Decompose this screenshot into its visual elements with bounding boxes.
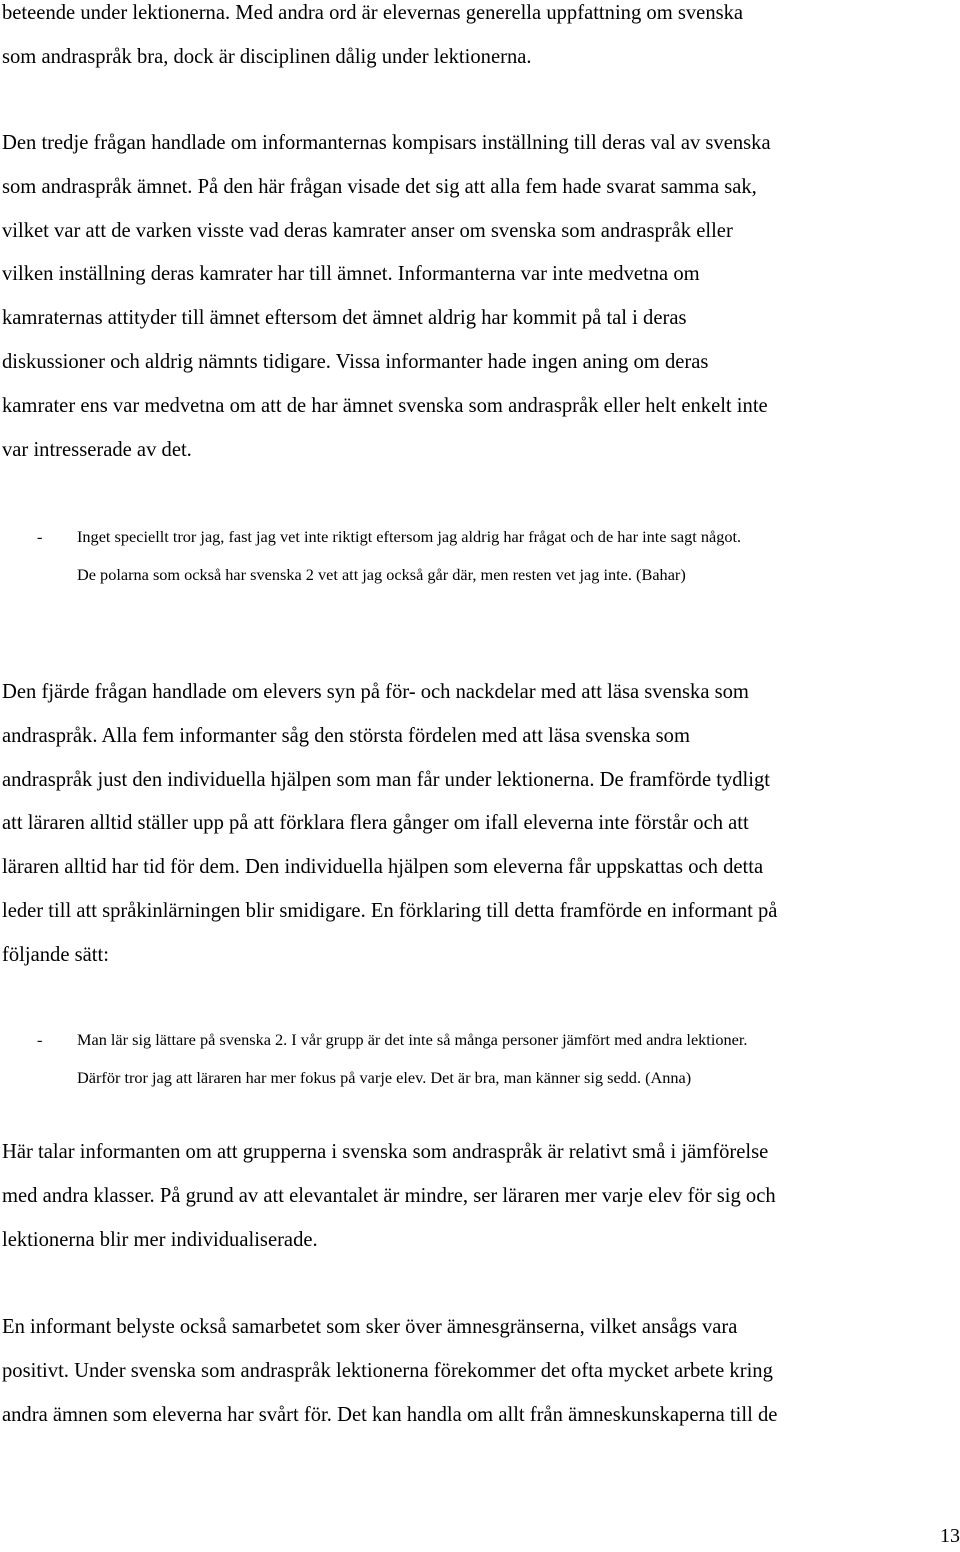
paragraph-line: andra ämnen som eleverna har svårt för. Det kan handla om allt från ämneskunskaperna till de bbox=[2, 1403, 778, 1426]
paragraph-line: med andra klasser. På grund av att elevantalet är mindre, ser läraren mer varje elev för sig och bbox=[2, 1184, 776, 1207]
paragraph-line: följande sätt: bbox=[2, 943, 109, 966]
paragraph-line: vilket var att de varken visste vad deras kamrater anser om svenska som andraspråk eller bbox=[2, 219, 733, 242]
paragraph-2 bbox=[2, 122, 958, 472]
paragraph-5 bbox=[2, 1306, 958, 1437]
paragraph-line: läraren alltid har tid för dem. Den individuella hjälpen som eleverna får uppskattas och detta bbox=[2, 856, 764, 879]
page-number: 13 bbox=[940, 1525, 960, 1547]
paragraph-line: som andraspråk bra, dock är disciplinen dålig under lektionerna. bbox=[2, 45, 532, 68]
paragraph-line: andraspråk just den individuella hjälpen som man får under lektionerna. De framförde tydligt bbox=[2, 768, 771, 791]
quote-line: Därför tror jag att läraren har mer fokus på varje elev. Det är bra, man känner sig sedd. (Anna) bbox=[77, 1067, 692, 1087]
paragraph-line: lektionerna blir mer individualiserade. bbox=[2, 1228, 318, 1251]
paragraph-line: beteende under lektionerna. Med andra ord är elevernas generella uppfattning om svenska bbox=[2, 2, 744, 24]
paragraph-line: En informant belyste också samarbetet som sker över ämnesgränserna, vilket ansågs vara bbox=[2, 1316, 738, 1338]
paragraph-4 bbox=[2, 1131, 958, 1262]
paragraph-line: kamrater ens var medvetna om att de har ämnet svenska som andraspråk eller helt enkelt inte bbox=[2, 394, 768, 417]
paragraph-3 bbox=[2, 671, 958, 978]
paragraph-line: att läraren alltid ställer upp på att förklara flera gånger om ifall eleverna inte förstår och att bbox=[2, 812, 749, 835]
paragraph-line: Den tredje frågan handlade om informanternas kompisars inställning till deras val av svenska bbox=[2, 132, 771, 154]
quote-bahar bbox=[37, 518, 741, 593]
paragraph-line: andraspråk. Alla fem informanter såg den största fördelen med att läsa svenska som bbox=[2, 724, 690, 747]
paragraph-line: som andraspråk ämnet. På den här frågan visade det sig att alla fem hade svarat samma sak, bbox=[2, 175, 757, 198]
quote-anna bbox=[37, 1021, 747, 1096]
paragraph-line: Här talar informanten om att grupperna i svenska som andraspråk är relativt små i jämförelse bbox=[2, 1141, 769, 1163]
paragraph-line: diskussioner och aldrig nämnts tidigare. Vissa informanter hade ingen aning om deras bbox=[2, 350, 709, 373]
quote-line: Man lär sig lättare på svenska 2. I vår grupp är det inte så många personer jämfört med andra lektioner. bbox=[77, 1030, 748, 1049]
paragraph-line: kamraternas attityder till ämnet eftersom det ämnet aldrig har kommit på tal i deras bbox=[2, 307, 687, 330]
paragraph-line: leder till att språkinlärningen blir smidigare. En förklaring till detta framförde en informant på bbox=[2, 899, 778, 922]
quote-line: De polarna som också har svenska 2 vet att jag också går där, men resten vet jag inte. (Bahar) bbox=[77, 564, 686, 584]
paragraph-line: positivt. Under svenska som andraspråk lektionerna förekommer det ofta mycket arbete kring bbox=[2, 1359, 773, 1382]
paragraph-line: var intresserade av det. bbox=[2, 438, 192, 461]
quote-line: Inget speciellt tror jag, fast jag vet inte riktigt eftersom jag aldrig har frågat och de har inte sagt något. bbox=[77, 527, 742, 546]
paragraph-line: Den fjärde frågan handlade om elevers syn på för- och nackdelar med att läsa svenska som bbox=[2, 681, 749, 703]
paragraph-1 bbox=[2, 0, 958, 80]
quote-dash: - bbox=[37, 1030, 43, 1049]
quote-dash: - bbox=[37, 527, 43, 546]
paragraph-line: vilken inställning deras kamrater har till ämnet. Informanterna var inte medvetna om bbox=[2, 263, 700, 286]
